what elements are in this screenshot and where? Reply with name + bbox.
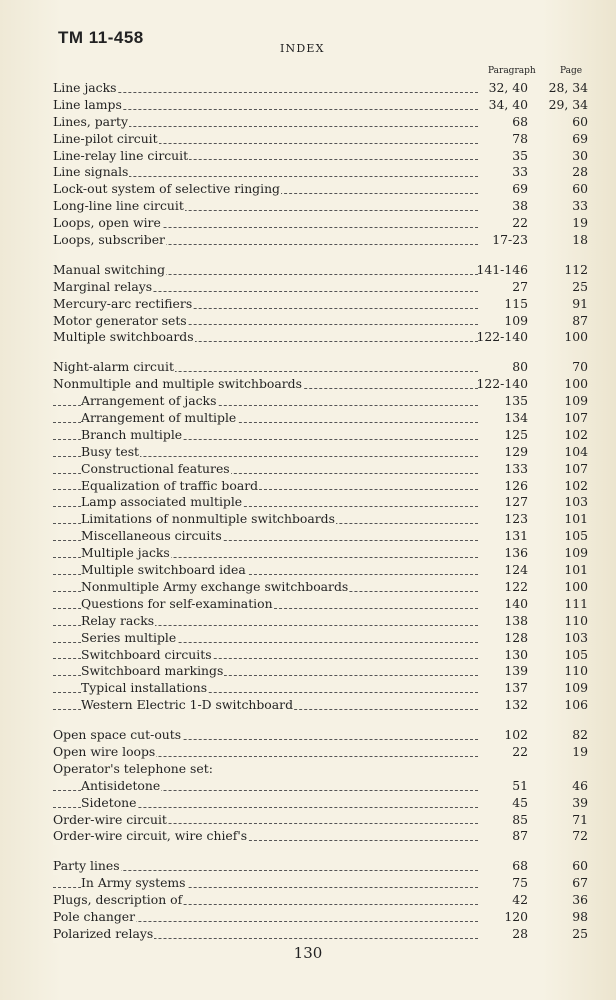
document-id: TM 11-458 — [58, 28, 144, 47]
entry-page: 101 — [564, 511, 588, 527]
index-entry — [53, 744, 588, 761]
entry-paragraph: 126 — [504, 477, 528, 493]
entry-page: 101 — [564, 562, 588, 578]
entry-page: 25 — [572, 278, 588, 294]
entry-paragraph: 78 — [512, 130, 528, 146]
entry-paragraph: 35 — [512, 147, 528, 163]
entry-page: 100 — [564, 578, 588, 594]
entry-paragraph: 85 — [512, 811, 528, 827]
entry-label: Line signals — [53, 164, 129, 180]
page-title: INDEX — [280, 42, 325, 55]
entry-label: Party lines — [53, 858, 120, 874]
entry-page: 100 — [564, 376, 588, 392]
entry-label: Nonmultiple Army exchange switchboards — [81, 578, 349, 594]
entry-label: Equalization of traffic board — [81, 477, 259, 493]
entry-paragraph: 140 — [504, 595, 528, 611]
index-entry — [53, 828, 588, 845]
entry-paragraph: 122 — [504, 578, 528, 594]
entry-page: 109 — [564, 393, 588, 409]
entry-page: 29, 34 — [548, 96, 588, 112]
entry-label: Polarized relays — [53, 925, 154, 941]
entry-paragraph: 33 — [512, 164, 528, 180]
entry-page: 69 — [572, 130, 588, 146]
entry-paragraph: 125 — [504, 426, 528, 442]
entry-label: Western Electric 1-D switchboard — [81, 697, 293, 713]
entry-paragraph: 87 — [512, 828, 528, 844]
entry-label: Loops, subscriber — [53, 232, 165, 248]
entry-paragraph: 138 — [504, 612, 528, 628]
entry-paragraph: 28 — [512, 925, 528, 941]
entry-paragraph: 123 — [504, 511, 528, 527]
index-entries — [53, 80, 588, 943]
entry-paragraph: 68 — [512, 113, 528, 129]
entry-label: Constructional features — [81, 460, 230, 476]
entry-paragraph: 124 — [504, 562, 528, 578]
entry-paragraph: 132 — [504, 697, 528, 713]
entry-page: 110 — [564, 612, 588, 628]
entry-label: Switchboard circuits — [81, 646, 212, 662]
entry-label: Manual switching — [53, 261, 166, 277]
entry-page: 102 — [564, 477, 588, 493]
entry-page: 18 — [572, 232, 588, 248]
entry-page: 60 — [572, 858, 588, 874]
entry-page: 82 — [572, 727, 588, 743]
column-header-page: Page — [560, 66, 583, 76]
entry-page: 102 — [564, 426, 588, 442]
entry-label: Open wire loops — [53, 743, 156, 759]
entry-label: Line lamps — [53, 96, 122, 112]
entry-label: Long-line line circuit — [53, 198, 184, 214]
entry-page: 105 — [564, 646, 588, 662]
entry-page: 109 — [564, 680, 588, 696]
entry-paragraph: 115 — [504, 295, 528, 311]
entry-page: 39 — [572, 794, 588, 810]
entry-page: 19 — [572, 743, 588, 759]
entry-paragraph: 128 — [504, 629, 528, 645]
entry-paragraph: 122-140 — [476, 376, 528, 392]
entry-label: Busy test — [81, 443, 140, 459]
entry-label: Loops, open wire — [53, 215, 161, 231]
entry-label: Typical installations — [81, 680, 208, 696]
entry-paragraph: 130 — [504, 646, 528, 662]
entry-label: Pole changer — [53, 908, 136, 924]
entry-page: 28 — [572, 164, 588, 180]
entry-label: Antisidetone — [81, 777, 161, 793]
entry-page: 98 — [572, 908, 588, 924]
entry-label: Order-wire circuit, wire chief's — [53, 828, 248, 844]
entry-paragraph: 137 — [504, 680, 528, 696]
entry-paragraph: 80 — [512, 359, 528, 375]
entry-label: Motor generator sets — [53, 312, 187, 328]
entry-label: Operator's telephone set: — [53, 760, 213, 776]
entry-label: Multiple switchboard idea — [81, 562, 246, 578]
entry-page: 28, 34 — [548, 80, 588, 95]
entry-label: Nonmultiple and multiple switchboards — [53, 376, 302, 392]
entry-label: Miscellaneous circuits — [81, 528, 222, 544]
entry-label: Series multiple — [81, 629, 177, 645]
entry-page: 105 — [564, 528, 588, 544]
entry-label: Sidetone — [81, 794, 137, 810]
entry-label: Line-pilot circuit — [53, 130, 158, 146]
entry-paragraph: 120 — [504, 908, 528, 924]
entry-page: 103 — [564, 629, 588, 645]
entry-page: 91 — [572, 295, 588, 311]
entry-label: Order-wire circuit — [53, 811, 167, 827]
entry-page: 70 — [572, 359, 588, 375]
entry-paragraph: 69 — [512, 181, 528, 197]
entry-label: Lock-out system of selective ringing — [53, 181, 280, 197]
entry-page: 100 — [564, 329, 588, 345]
entry-page: 110 — [564, 663, 588, 679]
entry-page: 60 — [572, 113, 588, 129]
entry-label: Night-alarm circuit — [53, 359, 174, 375]
entry-paragraph: 51 — [512, 777, 528, 793]
entry-page: 30 — [572, 147, 588, 163]
entry-label: Marginal relays — [53, 278, 153, 294]
entry-paragraph: 139 — [504, 663, 528, 679]
entry-paragraph: 27 — [512, 278, 528, 294]
entry-label: Branch multiple — [81, 426, 183, 442]
entry-label: In Army systems — [81, 875, 186, 891]
entry-page: 103 — [564, 494, 588, 510]
entry-page: 111 — [564, 595, 588, 611]
entry-page: 109 — [564, 545, 588, 561]
page-number: 130 — [293, 944, 323, 962]
entry-page: 106 — [564, 697, 588, 713]
entry-page: 67 — [572, 875, 588, 891]
entry-paragraph: 32, 40 — [488, 80, 528, 95]
entry-label: Arrangement of jacks — [81, 393, 217, 409]
index-entry — [53, 232, 588, 249]
entry-page: 104 — [564, 443, 588, 459]
entry-paragraph: 22 — [512, 215, 528, 231]
entry-label: Questions for self-examination — [81, 595, 273, 611]
entry-label: Arrangement of multiple — [81, 410, 237, 426]
entry-paragraph: 45 — [512, 794, 528, 810]
entry-paragraph: 34, 40 — [488, 96, 528, 112]
column-header-paragraph: Paragraph — [488, 66, 536, 76]
entry-label: Plugs, description of — [53, 892, 183, 908]
entry-paragraph: 17-23 — [492, 232, 528, 248]
entry-label: Mercury-arc rectifiers — [53, 295, 193, 311]
index-entry — [53, 329, 588, 346]
entry-page: 71 — [572, 811, 588, 827]
entry-label: Open space cut-outs — [53, 727, 182, 743]
index-entry — [53, 926, 588, 943]
entry-paragraph: 38 — [512, 198, 528, 214]
entry-paragraph: 135 — [504, 393, 528, 409]
entry-paragraph: 68 — [512, 858, 528, 874]
entry-paragraph: 122-140 — [476, 329, 528, 345]
entry-page: 87 — [572, 312, 588, 328]
entry-paragraph: 75 — [512, 875, 528, 891]
entry-page: 25 — [572, 925, 588, 941]
entry-page: 107 — [564, 410, 588, 426]
entry-paragraph: 131 — [504, 528, 528, 544]
index-entry — [53, 697, 588, 714]
entry-label: Switchboard markings — [81, 663, 224, 679]
entry-paragraph: 42 — [512, 892, 528, 908]
entry-label: Relay racks — [81, 612, 155, 628]
entry-page: 19 — [572, 215, 588, 231]
entry-paragraph: 127 — [504, 494, 528, 510]
entry-label: Line-relay line circuit — [53, 147, 189, 163]
entry-label: Line jacks — [53, 80, 117, 95]
entry-paragraph: 136 — [504, 545, 528, 561]
entry-page: 46 — [572, 777, 588, 793]
entry-paragraph: 134 — [504, 410, 528, 426]
entry-page: 60 — [572, 181, 588, 197]
entry-label: Limitations of nonmultiple switchboards — [81, 511, 335, 527]
entry-page: 33 — [572, 198, 588, 214]
entry-page: 112 — [564, 261, 588, 277]
entry-paragraph: 102 — [504, 727, 528, 743]
entry-label: Multiple jacks — [81, 545, 170, 561]
entry-paragraph: 133 — [504, 460, 528, 476]
entry-paragraph: 129 — [504, 443, 528, 459]
entry-paragraph: 141-146 — [476, 261, 528, 277]
entry-label: Lines, party — [53, 113, 128, 129]
entry-label: Lamp associated multiple — [81, 494, 243, 510]
entry-page: 36 — [572, 892, 588, 908]
entry-paragraph: 109 — [504, 312, 528, 328]
entry-label: Multiple switchboards — [53, 329, 194, 345]
entry-paragraph: 22 — [512, 743, 528, 759]
entry-page: 72 — [572, 828, 588, 844]
entry-page: 107 — [564, 460, 588, 476]
